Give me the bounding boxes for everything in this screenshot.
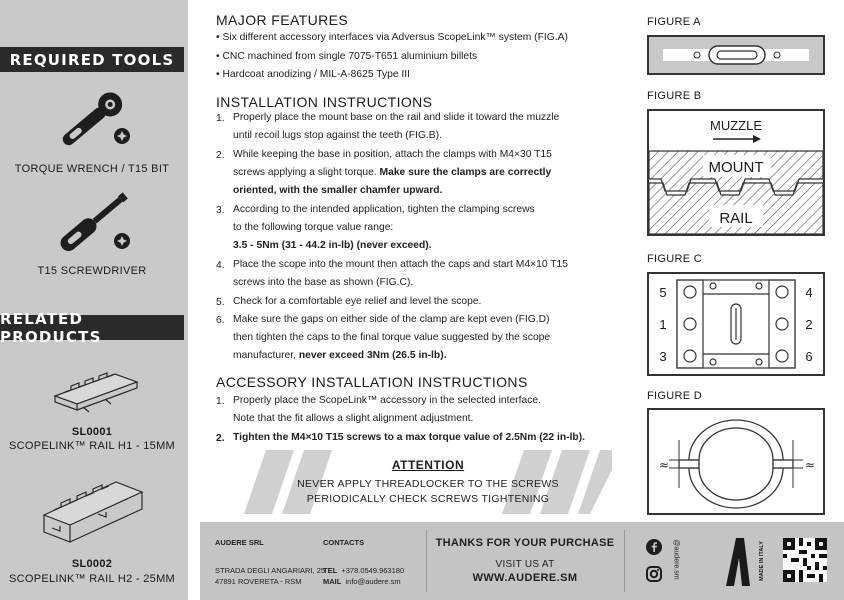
sidebar bbox=[0, 0, 188, 600]
torque-range: 3.5 - 5Nm (31 - 44.2 in-lb) (never exceed). bbox=[233, 240, 432, 251]
gap-symbol: ≈ bbox=[805, 458, 816, 472]
social-handle[interactable]: @audere.sm bbox=[672, 539, 680, 580]
step-number: 1. bbox=[216, 396, 225, 407]
required-tools-header: REQUIRED TOOLS bbox=[0, 47, 184, 72]
figure-d-drawing bbox=[649, 410, 823, 513]
company-name: AUDERE SRL bbox=[215, 538, 264, 547]
mail-line bbox=[323, 577, 401, 586]
step-line: Check for a comfortable eye relief and level the scope. bbox=[233, 296, 482, 307]
step-number: 2. bbox=[216, 433, 225, 444]
torque-wrench-icon bbox=[50, 86, 145, 156]
contacts-title: CONTACTS bbox=[323, 538, 365, 547]
installation-title: INSTALLATION INSTRUCTIONS bbox=[216, 94, 433, 110]
step-line bbox=[233, 347, 446, 365]
accessory-title: ACCESSORY INSTALLATION INSTRUCTIONS bbox=[216, 374, 528, 390]
step-warning: oriented, with the smaller chamfer upward. bbox=[233, 185, 443, 196]
footer bbox=[200, 522, 844, 600]
step-line: until recoil lugs stop against the teeth (FIG.B). bbox=[233, 130, 442, 141]
screw-order-number: 4 bbox=[805, 285, 813, 300]
instagram-icon[interactable] bbox=[646, 566, 662, 582]
mail-address[interactable]: info@audere.sm bbox=[345, 577, 401, 586]
rail-h1-image bbox=[45, 366, 145, 416]
facebook-icon[interactable] bbox=[646, 539, 662, 555]
mail-label: MAIL bbox=[323, 577, 342, 586]
step-line: then tighten the caps to the final torque value suggested by the scope bbox=[233, 332, 551, 343]
step-text: manufacturer, bbox=[233, 350, 299, 361]
step-number: 2. bbox=[216, 150, 225, 161]
feature-item: • Hardcoat anodizing / MIL-A-8625 Type III bbox=[216, 69, 411, 80]
product1-name: SCOPELINK™ RAIL H1 - 15MM bbox=[8, 440, 176, 452]
attention-box bbox=[244, 450, 612, 514]
rail-h2-image bbox=[38, 470, 153, 555]
major-features-title: MAJOR FEATURES bbox=[216, 12, 349, 28]
attention-title: ATTENTION bbox=[391, 458, 465, 472]
screw-order-number: 1 bbox=[659, 317, 667, 332]
screw-order-number: 6 bbox=[805, 349, 813, 364]
made-in-wrapper bbox=[758, 536, 768, 586]
visit-label: VISIT US AT bbox=[495, 559, 555, 570]
step-warning: never exceed 3Nm (26.5 in-lb). bbox=[298, 350, 447, 361]
figure-a-label: FIGURE A bbox=[647, 16, 701, 28]
attention-line: NEVER APPLY THREADLOCKER TO THE SCREWS bbox=[297, 478, 559, 490]
attention-line: PERIODICALLY CHECK SCREWS TIGHTENING bbox=[306, 493, 550, 505]
step-warning: Tighten the M4×10 T15 screws to a max torque value of 2.5Nm (22 in-lb). bbox=[233, 432, 586, 443]
qr-code-icon[interactable] bbox=[783, 538, 827, 582]
figure-a-drawing bbox=[649, 37, 823, 73]
step-line: Place the scope into the mount then attach the caps and start M4×10 T15 bbox=[233, 259, 568, 270]
step-line: While keeping the base in position, attach the clamps with M4×30 T15 bbox=[233, 149, 552, 160]
figure-a bbox=[647, 35, 825, 75]
step-number: 5. bbox=[216, 297, 225, 308]
step-number: 6. bbox=[216, 315, 225, 326]
address-line: STRADA DEGLI ANGARIARI, 25 bbox=[215, 566, 326, 575]
address-line: 47891 ROVERETA - RSM bbox=[215, 577, 302, 586]
feature-item: • CNC machined from single 7075-T651 aluminium billets bbox=[216, 51, 478, 62]
made-in-italy: MADE IN ITALY bbox=[758, 541, 765, 581]
mount-label: MOUNT bbox=[708, 159, 764, 176]
audere-logo-icon bbox=[722, 536, 752, 586]
muzzle-label: MUZZLE bbox=[710, 118, 762, 133]
product2-code: SL0002 bbox=[71, 558, 113, 570]
figure-d bbox=[647, 408, 825, 515]
step-warning: Make sure the clamps are correctly bbox=[379, 167, 552, 178]
phone-label: TEL bbox=[323, 566, 338, 575]
step-line: Properly place the mount base on the rail and slide it toward the muzzle bbox=[233, 112, 560, 123]
thanks-message: THANKS FOR YOUR PURCHASE bbox=[435, 537, 615, 549]
figure-b-drawing bbox=[649, 111, 823, 234]
phone-line bbox=[323, 566, 404, 575]
social-handle-wrapper bbox=[672, 534, 686, 588]
related-products-header: RELATED PRODUCTS bbox=[0, 315, 184, 340]
gap-symbol: ≈ bbox=[659, 458, 670, 472]
step-line: Properly place the ScopeLink™ accessory in the selected interface. bbox=[233, 395, 541, 406]
feature-item: • Six different accessory interfaces via Adversus ScopeLink™ system (FIG.A) bbox=[216, 32, 568, 43]
step-number: 1. bbox=[216, 113, 225, 124]
product1-code: SL0001 bbox=[71, 426, 113, 438]
rail-label: RAIL bbox=[719, 210, 753, 227]
step-line: According to the intended application, tighten the clamping screws bbox=[233, 204, 535, 215]
screwdriver-icon bbox=[50, 185, 145, 260]
step-text: screws applying a slight torque. bbox=[233, 167, 380, 178]
figure-c-drawing bbox=[649, 274, 823, 374]
screw-order-number: 5 bbox=[659, 285, 667, 300]
figure-b-label: FIGURE B bbox=[647, 90, 702, 102]
torque-wrench-caption: TORQUE WRENCH / T15 BIT bbox=[14, 163, 170, 175]
step-line: Note that the fit allows a slight alignment adjustment. bbox=[233, 413, 474, 424]
step-number: 4. bbox=[216, 260, 225, 271]
step-line bbox=[233, 164, 551, 182]
step-line: screws into the base as shown (FIG.C). bbox=[233, 277, 414, 288]
figure-c-label: FIGURE C bbox=[647, 253, 702, 265]
product2-name: SCOPELINK™ RAIL H2 - 25MM bbox=[8, 573, 176, 585]
website-link[interactable]: WWW.AUDERE.SM bbox=[472, 572, 578, 584]
screwdriver-caption: T15 SCREWDRIVER bbox=[37, 265, 147, 277]
figure-b bbox=[647, 109, 825, 236]
figure-c bbox=[647, 272, 825, 376]
step-number: 3. bbox=[216, 205, 225, 216]
footer-divider bbox=[624, 530, 625, 592]
figure-d-label: FIGURE D bbox=[647, 390, 702, 402]
phone-number[interactable]: +378.0549.963180 bbox=[341, 566, 405, 575]
step-line: Make sure the gaps on either side of the clamp are kept even (FIG.D) bbox=[233, 314, 550, 325]
screw-order-number: 2 bbox=[805, 317, 813, 332]
screw-order-number: 3 bbox=[659, 349, 667, 364]
step-line: to the following torque value range: bbox=[233, 222, 394, 233]
